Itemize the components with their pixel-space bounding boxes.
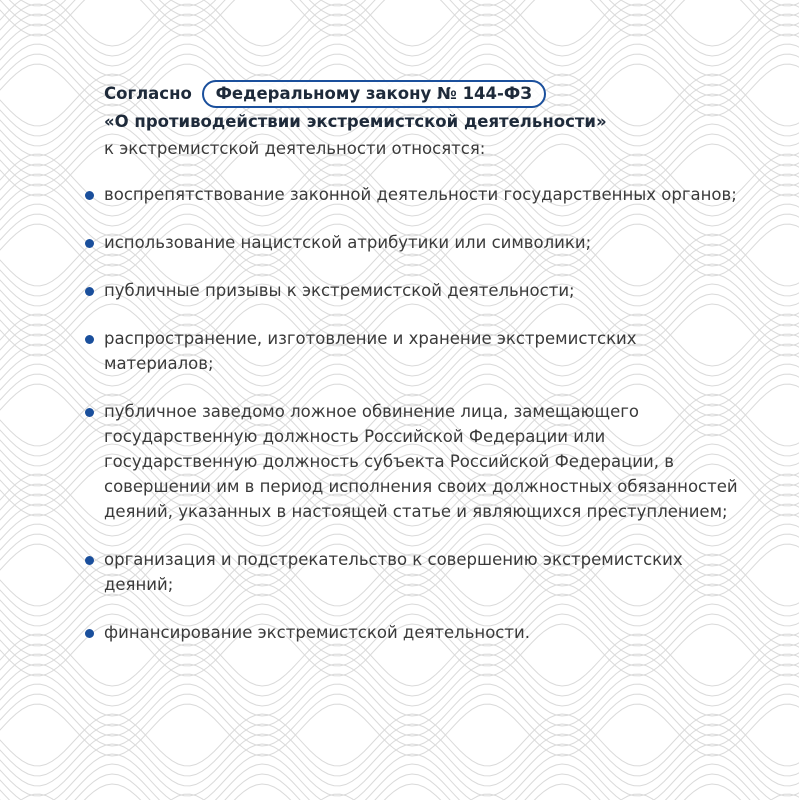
bullet-dot-icon <box>85 239 94 248</box>
wave-line <box>0 24 799 76</box>
list-item <box>104 182 744 207</box>
list-item-text: публичные призывы к экстремистской деятельности; <box>104 281 575 300</box>
wave-line <box>0 764 799 800</box>
intro-lead: к экстремистской деятельности относятся: <box>104 139 486 158</box>
list-item <box>104 326 744 376</box>
wave-line <box>0 14 799 66</box>
list-item-text: использование нацистской атрибутики или символики; <box>104 233 592 252</box>
list-item-text: финансирование экстремистской деятельности. <box>104 623 530 642</box>
wave-line <box>0 784 799 800</box>
bullet-dot-icon <box>85 629 94 638</box>
list-item-text: публичное заведомо ложное обвинение лица, замещающего государственную должность Российской Федерации или государственную должность субъекта Российской Федерации, в совершении им в период исполнения своих должностных обязанностей деяний, указанных в настоящей статье и являющихся преступлением; <box>104 402 738 521</box>
list-item <box>104 620 744 645</box>
intro-first-line <box>104 84 546 103</box>
list-item <box>104 278 744 303</box>
wave-line <box>0 0 799 26</box>
wave-line <box>0 0 799 36</box>
intro-paragraph <box>104 80 744 162</box>
wave-line <box>0 4 799 56</box>
wave-line <box>0 0 799 16</box>
bullet-dot-icon <box>85 287 94 296</box>
bullet-dot-icon <box>85 408 94 417</box>
list-item-text: распространение, изготовление и хранение экстремистских материалов; <box>104 329 637 373</box>
bullet-dot-icon <box>85 191 94 200</box>
wave-line <box>0 774 799 800</box>
extremist-activities-list <box>104 182 744 645</box>
bullet-dot-icon <box>85 335 94 344</box>
wave-line <box>0 664 799 716</box>
intro-prefix: Согласно <box>104 84 192 103</box>
main-content <box>104 80 744 668</box>
law-title: «О противодействии экстремистской деятельности» <box>104 112 607 131</box>
bullet-dot-icon <box>85 556 94 565</box>
law-reference-badge: Федеральному закону № 144-ФЗ <box>202 80 546 108</box>
wave-line <box>0 754 799 800</box>
list-item <box>104 399 744 524</box>
list-item <box>104 230 744 255</box>
list-item-text: организация и подстрекательство к совершению экстремистских деяний; <box>104 550 683 594</box>
list-item <box>104 547 744 597</box>
wave-line <box>0 0 799 46</box>
list-item-text: воспрепятствование законной деятельности государственных органов; <box>104 185 737 204</box>
